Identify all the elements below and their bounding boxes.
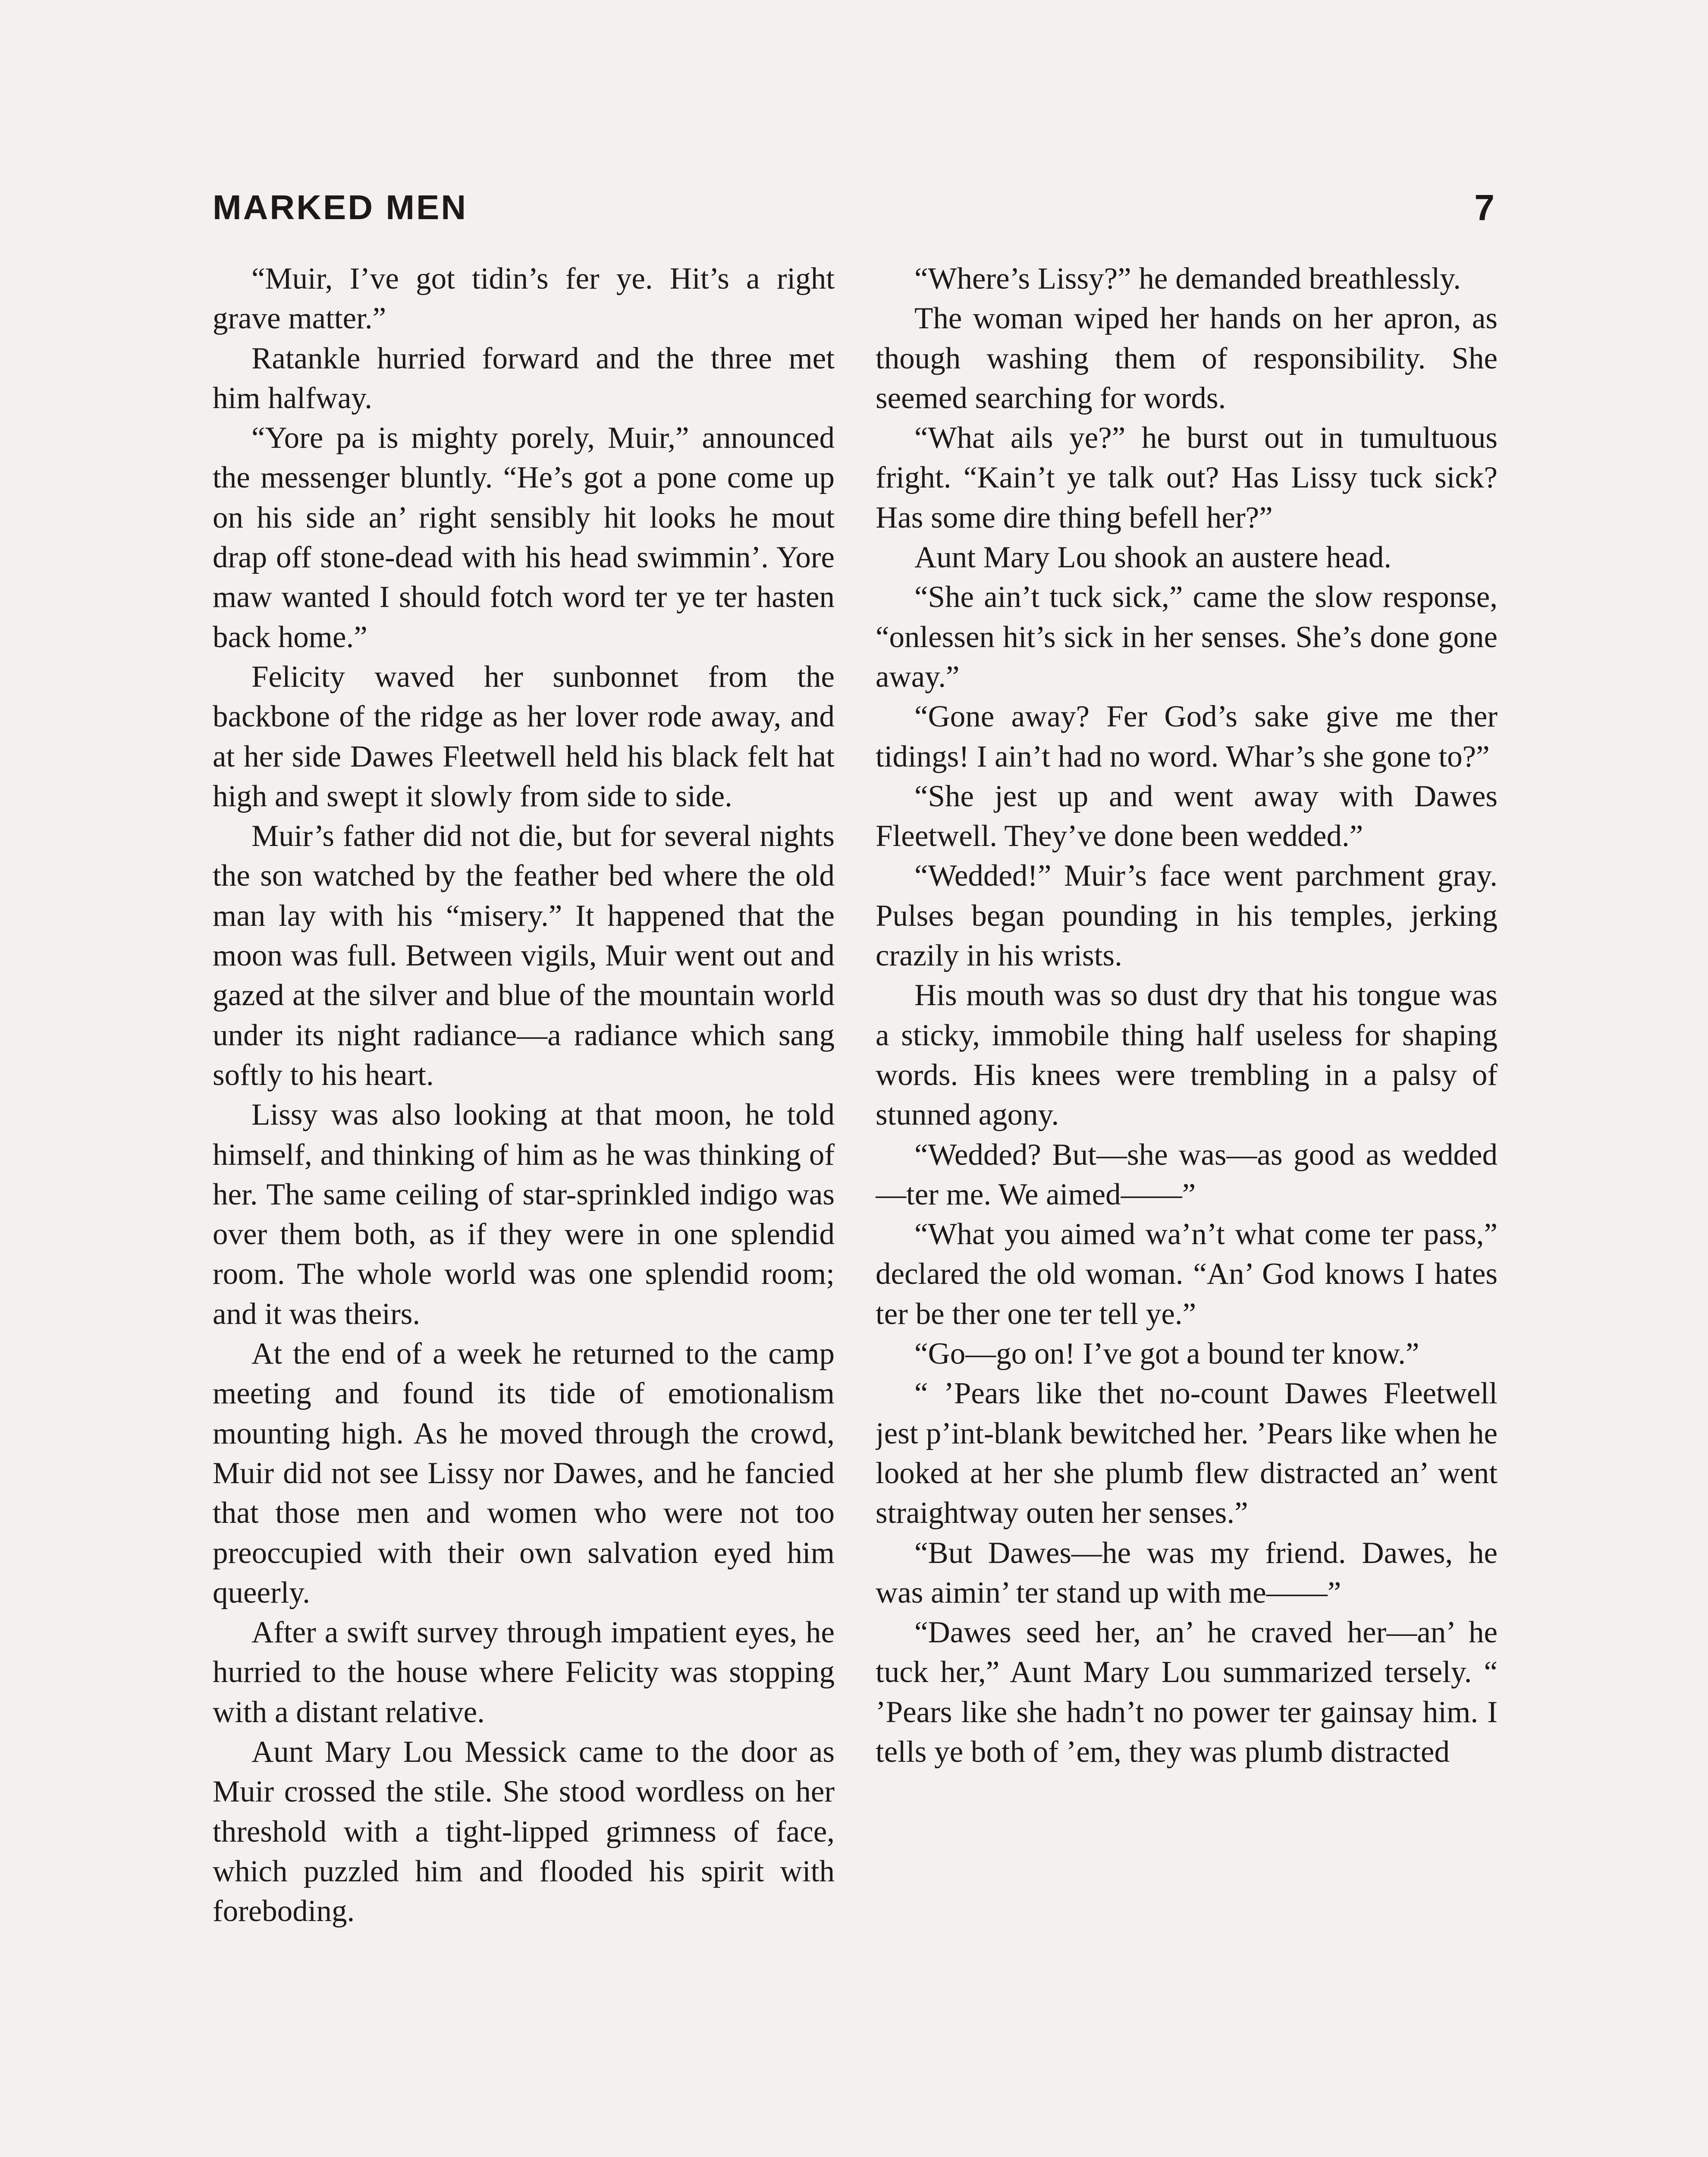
paragraph: Muir’s father did not die, but for several nights the son watched by the feather bed where the old man lay with his “misery.” It happened that the moon was full. Between vigils, Muir went out and gazed at the silver and blue of the mountain world under its night radiance—a radiance which sang softly to his heart. [213, 819, 835, 1092]
paragraph: “Go—go on! I’ve got a bound ter know.” [914, 1337, 1419, 1371]
text-column-right [876, 259, 1498, 2157]
paragraph: “ ’Pears like thet no-count Dawes Fleetwell jest p’int-blank bewitched her. ’Pears like when he looked at her she plumb flew distracted an’ went straightway outen her senses.” [876, 1377, 1498, 1530]
paragraph: At the end of a week he returned to the camp meeting and found its tide of emotionalism mounting high. As he moved through the crowd, Muir did not see Lissy nor Dawes, and he fancied that those men and women who were not too preoccupied with their own salvation eyed him queerly. [213, 1337, 835, 1610]
running-head: MARKED MEN [213, 188, 468, 226]
paragraph: After a swift survey through impatient eyes, he hurried to the house where Felicity was stopping with a distant relative. [213, 1616, 835, 1729]
paragraph: The woman wiped her hands on her apron, as though washing them of responsibility. She seemed searching for words. [876, 302, 1498, 415]
paragraph: Lissy was also looking at that moon, he told himself, and thinking of him as he was thinking of her. The same ceiling of star-sprinkled indigo was over them both, as if they were in one splendid room. The whole world was one splendid room; and it was theirs. [213, 1098, 835, 1331]
paragraph: “Yore pa is mighty porely, Muir,” announced the messenger bluntly. “He’s got a pone come up on his side an’ right sensibly hit looks he mout drap off stone-dead with his head swimmin’. Yore maw wanted I should fotch word ter ye ter hasten back home.” [213, 421, 835, 654]
paragraph: Felicity waved her sunbonnet from the backbone of the ridge as her lover rode away, and at her side Dawes Fleetwell held his black felt hat high and swept it slowly from side to side. [213, 660, 835, 813]
paragraph: “Gone away? Fer God’s sake give me ther tidings! I ain’t had no word. Whar’s she gone to?” [876, 700, 1498, 774]
paragraph: “She ain’t tuck sick,” came the slow response, “onlessen hit’s sick in her senses. She’s done gone away.” [876, 580, 1498, 694]
paragraph: Aunt Mary Lou shook an austere head. [914, 541, 1392, 575]
paragraph: “She jest up and went away with Dawes Fleetwell. They’ve done been wedded.” [876, 779, 1498, 853]
paragraph: “But Dawes—he was my friend. Dawes, he was aimin’ ter stand up with me——” [876, 1536, 1498, 1610]
paragraph: Aunt Mary Lou Messick came to the door as Muir crossed the stile. She stood wordless on her threshold with a tight-lipped grimness of face, which puzzled him and flooded his spirit with foreboding. [213, 1735, 835, 1928]
paragraph: “Wedded? But—she was—as good as wedded—ter me. We aimed——” [876, 1138, 1498, 1211]
paragraph: “What you aimed wa’n’t what come ter pass,” declared the old woman. “An’ God knows I hates ter be ther one ter tell ye.” [876, 1217, 1498, 1331]
paragraph: “Where’s Lissy?” he demanded breathlessly. [914, 262, 1461, 296]
page-number: 7 [1474, 187, 1494, 228]
paragraph: “Muir, I’ve got tidin’s fer ye. Hit’s a right grave matter.” [213, 262, 835, 336]
page-header [213, 184, 1494, 231]
paragraph: “What ails ye?” he burst out in tumultuous fright. “Kain’t ye talk out? Has Lissy tuck sick? Has some dire thing befell her?” [876, 421, 1498, 535]
text-column-left [213, 259, 835, 2157]
paragraph: Ratankle hurried forward and the three met him halfway. [213, 341, 835, 415]
paragraph: “Dawes seed her, an’ he craved her—an’ he tuck her,” Aunt Mary Lou summarized tersely. “ ’Pears like she hadn’t no power ter gainsay him. I tells ye both of ’em, they was plumb distracted [876, 1616, 1498, 1769]
paragraph: His mouth was so dust dry that his tongue was a sticky, immobile thing half useless for shaping words. His knees were trembling in a palsy of stunned agony. [876, 978, 1498, 1132]
paragraph: “Wedded!” Muir’s face went parchment gray. Pulses began pounding in his temples, jerking crazily in his wrists. [876, 859, 1498, 973]
